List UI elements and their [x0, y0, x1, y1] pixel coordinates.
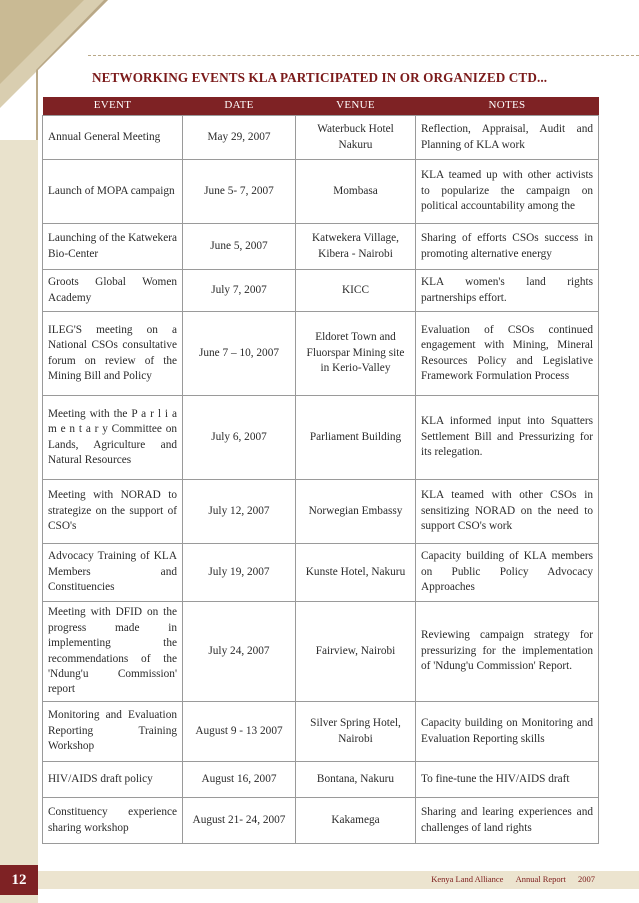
notes-cell: Sharing and learing experiences and challenges of land rights — [416, 798, 599, 844]
page-number: 12 — [0, 865, 38, 895]
notes-cell: KLA teamed with other CSOs in sensitizing NORAD on the need to support CSO's work — [416, 480, 599, 544]
table-row — [43, 160, 599, 224]
table-row — [43, 116, 599, 160]
date-cell: May 29, 2007 — [183, 116, 296, 160]
event-cell: Launch of MOPA campaign — [43, 160, 183, 224]
table-row — [43, 270, 599, 312]
table-header-row — [43, 97, 599, 116]
venue-cell: Norwegian Embassy — [296, 480, 416, 544]
table-row — [43, 762, 599, 798]
venue-cell: Waterbuck Hotel Nakuru — [296, 116, 416, 160]
event-cell: HIV/AIDS draft policy — [43, 762, 183, 798]
footer-text — [421, 874, 595, 884]
venue-cell: Bontana, Nakuru — [296, 762, 416, 798]
venue-cell: Mombasa — [296, 160, 416, 224]
notes-cell: Sharing of efforts CSOs success in promoting alternative energy — [416, 224, 599, 270]
notes-cell: Reviewing campaign strategy for pressurizing for the implementation of 'Ndung'u Commission' Report. — [416, 602, 599, 702]
venue-cell: Fairview, Nairobi — [296, 602, 416, 702]
event-cell: Meeting with DFID on the progress made in implementing the recommendations of the 'Ndung'u Commission' report — [43, 602, 183, 702]
date-cell: August 21- 24, 2007 — [183, 798, 296, 844]
date-cell: July 24, 2007 — [183, 602, 296, 702]
table-row — [43, 312, 599, 396]
venue-cell: Kunste Hotel, Nakuru — [296, 544, 416, 602]
header-event: EVENT — [43, 97, 183, 116]
notes-cell: Capacity building on Monitoring and Evaluation Reporting skills — [416, 702, 599, 762]
date-cell: June 5, 2007 — [183, 224, 296, 270]
table-row — [43, 480, 599, 544]
table-row — [43, 602, 599, 702]
venue-cell: Katwekera Village, Kibera - Nairobi — [296, 224, 416, 270]
events-table — [42, 97, 599, 844]
venue-cell: Silver Spring Hotel, Nairobi — [296, 702, 416, 762]
venue-cell: Parliament Building — [296, 396, 416, 480]
footer-organization: Kenya Land Alliance — [431, 874, 504, 884]
table-row — [43, 798, 599, 844]
notes-cell: Reflection, Appraisal, Audit and Planning of KLA work — [416, 116, 599, 160]
header-notes: NOTES — [416, 97, 599, 116]
event-cell: Constituency experience sharing workshop — [43, 798, 183, 844]
footer-year: 2007 — [578, 874, 595, 884]
date-cell: July 12, 2007 — [183, 480, 296, 544]
event-cell: Launching of the Katwekera Bio-Center — [43, 224, 183, 270]
venue-cell: Kakamega — [296, 798, 416, 844]
table-row — [43, 396, 599, 480]
date-cell: July 19, 2007 — [183, 544, 296, 602]
event-cell: Meeting with NORAD to strategize on the support of CSO's — [43, 480, 183, 544]
page-title: NETWORKING EVENTS KLA PARTICIPATED IN OR ORGANIZED CTD... — [92, 70, 548, 85]
top-dashed-rule — [88, 55, 639, 57]
date-cell: June 5- 7, 2007 — [183, 160, 296, 224]
venue-cell: KICC — [296, 270, 416, 312]
notes-cell: Capacity building of KLA members on Public Policy Advocacy Approaches — [416, 544, 599, 602]
event-cell: Monitoring and Evaluation Reporting Training Workshop — [43, 702, 183, 762]
header-venue: VENUE — [296, 97, 416, 116]
notes-cell: KLA teamed up with other activists to popularize the campaign on political accountability among the — [416, 160, 599, 224]
event-cell: Annual General Meeting — [43, 116, 183, 160]
table-row — [43, 702, 599, 762]
table-row — [43, 224, 599, 270]
header-date: DATE — [183, 97, 296, 116]
notes-cell: KLA informed input into Squatters Settlement Bill and Pressurizing for its relegation. — [416, 396, 599, 480]
notes-cell: Evaluation of CSOs continued engagement with Mining, Mineral Resources Policy and Legislative Framework Formulation Process — [416, 312, 599, 396]
table-row — [43, 544, 599, 602]
event-cell: Groots Global Women Academy — [43, 270, 183, 312]
notes-cell: To fine-tune the HIV/AIDS draft — [416, 762, 599, 798]
date-cell: July 6, 2007 — [183, 396, 296, 480]
date-cell: July 7, 2007 — [183, 270, 296, 312]
event-cell: ILEG'S meeting on a National CSOs consultative forum on review of the Mining Bill and Policy — [43, 312, 183, 396]
footer-report: Annual Report — [515, 874, 566, 884]
date-cell: August 16, 2007 — [183, 762, 296, 798]
event-cell: Advocacy Training of KLA Members and Constituencies — [43, 544, 183, 602]
event-cell: Meeting with the P a r l i a m e n t a r y Committee on Lands, Agriculture and Natural Resources — [43, 396, 183, 480]
date-cell: August 9 - 13 2007 — [183, 702, 296, 762]
venue-cell: Eldoret Town and Fluorspar Mining site in Kerio-Valley — [296, 312, 416, 396]
notes-cell: KLA women's land rights partnerships effort. — [416, 270, 599, 312]
date-cell: June 7 – 10, 2007 — [183, 312, 296, 396]
